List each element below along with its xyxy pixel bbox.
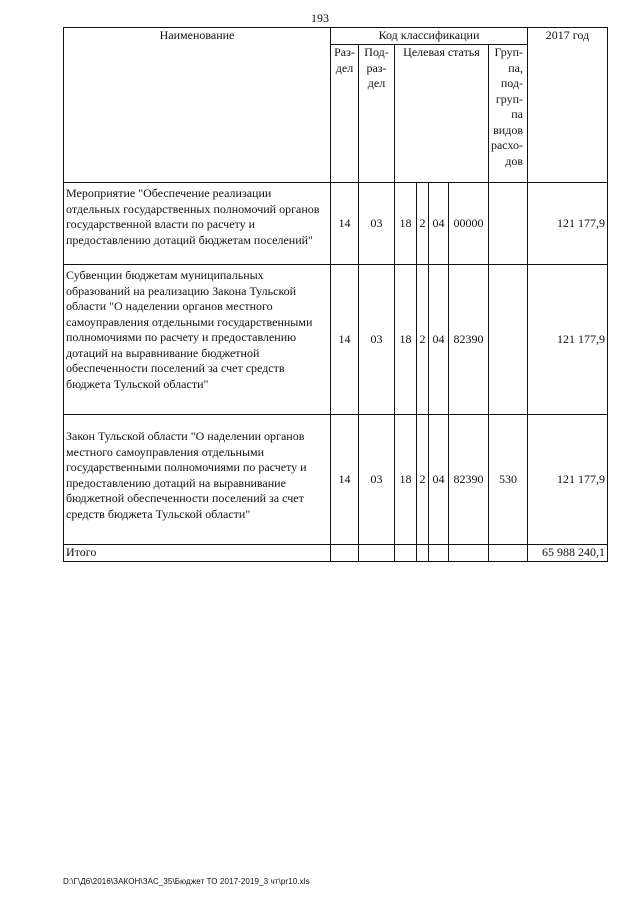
row-target-subprogram: 2 — [417, 265, 429, 415]
total-empty-cell — [429, 545, 449, 562]
row-target-subprogram: 2 — [417, 415, 429, 545]
total-label: Итого — [64, 545, 331, 562]
row-target-direction: 82390 — [449, 415, 489, 545]
total-empty-cell — [417, 545, 429, 562]
row-name: Закон Тульской области "О наделении органов местного самоуправления отдельными государственными полномочиями по расчету и предоставлению дотаций на выравнивание бюджетной обеспеченности поселений за счет средств бюджета Тульской области" — [64, 415, 331, 545]
header-name: Наименование — [64, 28, 331, 183]
row-amount: 121 177,9 — [528, 183, 608, 265]
row-group — [489, 265, 528, 415]
header-classification: Код классификации — [331, 28, 528, 45]
total-empty-cell — [359, 545, 395, 562]
header-target: Целевая статья — [395, 45, 489, 183]
row-target-event: 04 — [429, 265, 449, 415]
row-amount: 121 177,9 — [528, 415, 608, 545]
page-number: 193 — [311, 11, 329, 25]
row-target-direction: 00000 — [449, 183, 489, 265]
row-podrazdel: 03 — [359, 265, 395, 415]
row-name: Субвенции бюджетам муниципальных образований на реализацию Закона Тульской области "О наделении органов местного самоуправления отдельными государственными полномочиями по расчету и предоставлению дотаций на выравнивание бюджетной обеспеченности поселений за счет средств бюджета Тульской области" — [64, 265, 331, 415]
file-path-footer: D:\Г\Д6\2016\ЗАКОН\ЗАС_35\Бюджет ТО 2017-2019_3 чт\pr10.xls — [63, 877, 310, 886]
header-row-1 — [64, 28, 608, 45]
row-group: 530 — [489, 415, 528, 545]
row-name: Мероприятие "Обеспечение реализации отдельных государственных полномочий органов государственной власти по расчету и предоставлению дотаций бюджетам поселений" — [64, 183, 331, 265]
header-razdel: Раз- дел — [331, 45, 359, 183]
row-podrazdel: 03 — [359, 183, 395, 265]
row-amount: 121 177,9 — [528, 265, 608, 415]
header-podrazdel: Под- раз- дел — [359, 45, 395, 183]
total-empty-cell — [331, 545, 359, 562]
row-razdel: 14 — [331, 415, 359, 545]
table-row — [64, 415, 608, 545]
row-target-program: 18 — [395, 265, 417, 415]
row-razdel: 14 — [331, 183, 359, 265]
total-amount: 65 988 240,1 — [528, 545, 608, 562]
header-group: Груп- па, под- груп- па видов расхо- дов — [489, 45, 528, 183]
row-target-event: 04 — [429, 183, 449, 265]
row-target-direction: 82390 — [449, 265, 489, 415]
total-empty-cell — [449, 545, 489, 562]
total-empty-cell — [395, 545, 417, 562]
row-razdel: 14 — [331, 265, 359, 415]
table-row — [64, 265, 608, 415]
row-target-subprogram: 2 — [417, 183, 429, 265]
total-row — [64, 545, 608, 562]
row-group — [489, 183, 528, 265]
budget-table — [63, 27, 608, 562]
row-podrazdel: 03 — [359, 415, 395, 545]
total-empty-cell — [489, 545, 528, 562]
row-target-program: 18 — [395, 183, 417, 265]
header-year: 2017 год — [528, 28, 608, 183]
table-row — [64, 183, 608, 265]
row-target-program: 18 — [395, 415, 417, 545]
row-target-event: 04 — [429, 415, 449, 545]
